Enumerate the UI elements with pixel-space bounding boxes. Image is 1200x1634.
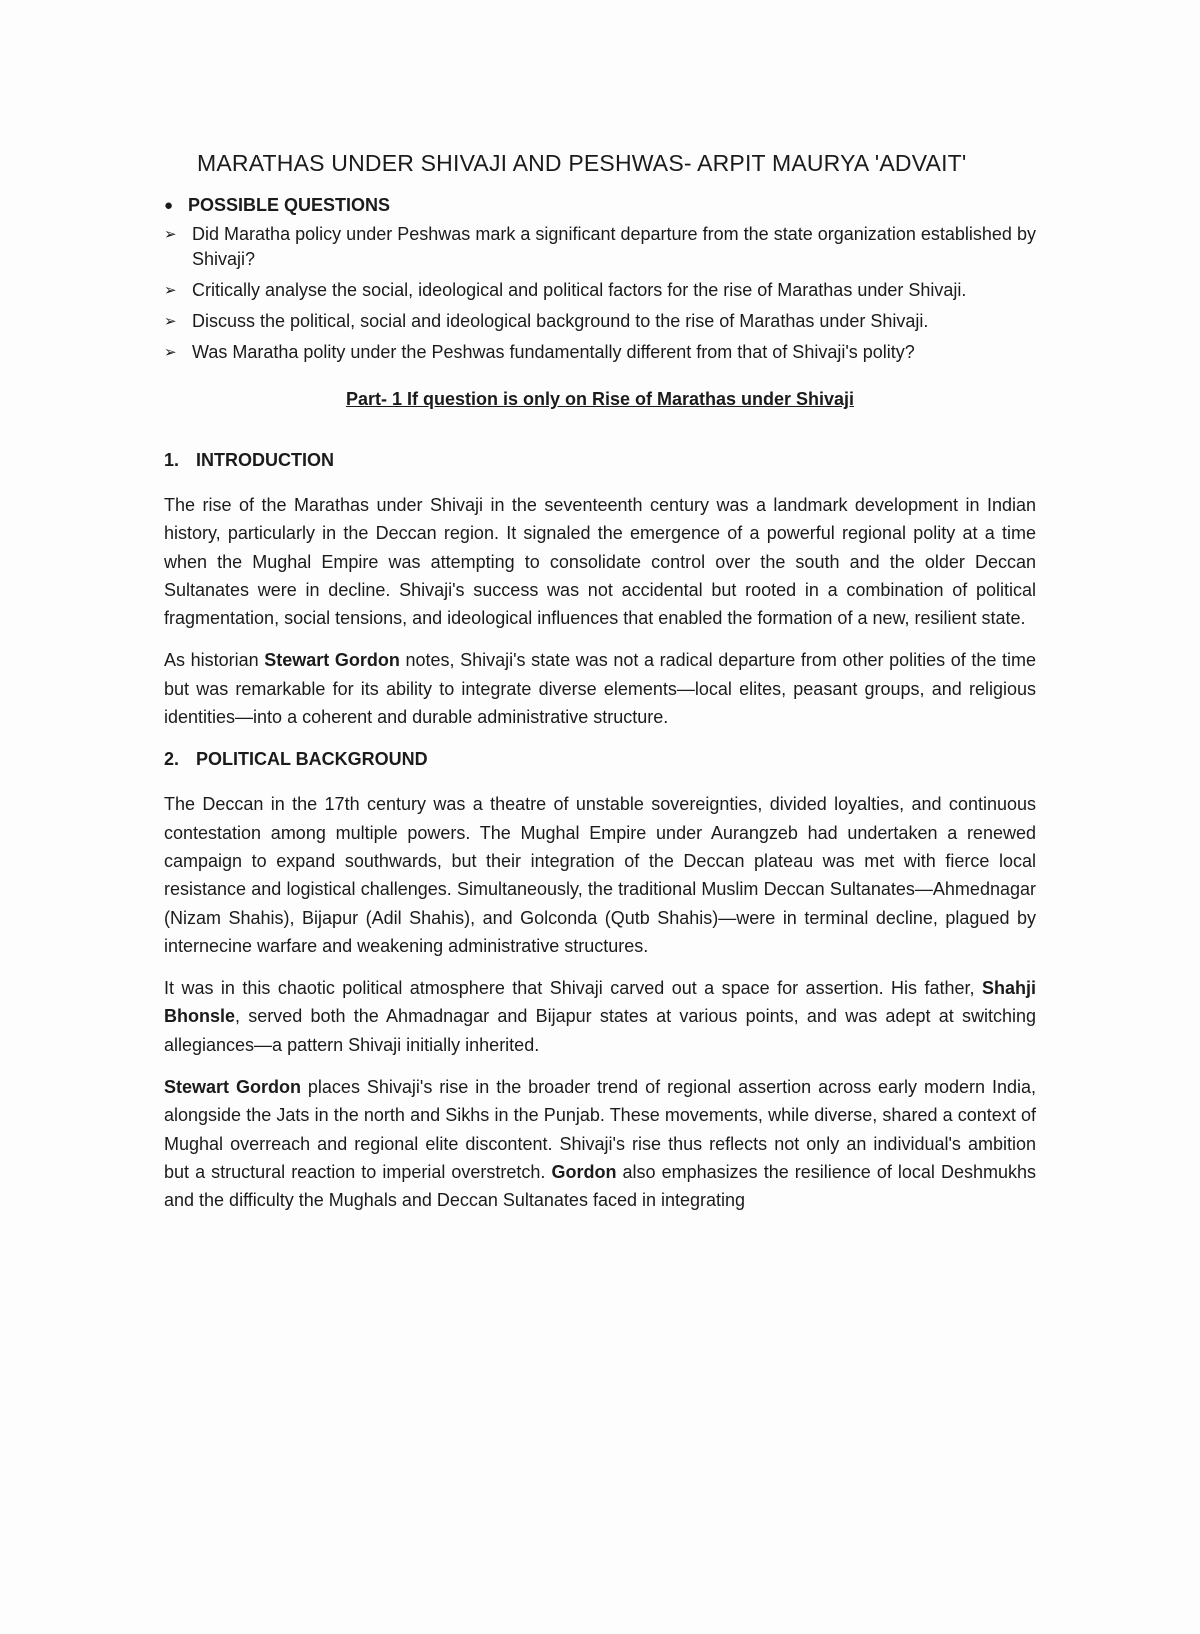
question-text: Discuss the political, social and ideological background to the rise of Marathas under Shivaji. (192, 311, 929, 331)
paragraph-text: As historian (164, 650, 265, 671)
paragraph-text: notes, Shivaji's state was not a radical departure from other polities of the time but was remarkable for its ability to integrate diverse elements—local elites, peasant groups, and religious identities—into a coherent and durable administrative structure. (164, 650, 1036, 728)
arrow-bullet-icon: ➢ (164, 282, 177, 299)
part-heading: Part- 1 If question is only on Rise of Marathas under Shivaji (345, 389, 855, 409)
question-list (164, 222, 1036, 365)
page-content (164, 150, 1036, 1229)
document-title: MARATHAS UNDER SHIVAJI AND PESHWAS- ARPIT MAURYA 'ADVAIT' (197, 150, 967, 176)
paragraph-text: , served both the Ahmadnagar and Bijapur states at various points, and was adept at switching allegiances—a pattern Shivaji initially inherited. (164, 1006, 1036, 1055)
paragraph-text: The Deccan in the 17th century was a theatre of unstable sovereignties, divided loyalties, and continuous contestation among multiple powers. The Mughal Empire under Aurangzeb had undertaken a renewed campaign to expand southwards, but their integration of the Deccan plateau was met with fierce local resistance and logistical challenges. Simultaneously, the traditional Muslim Deccan Sultanates—Ahmednagar (Nizam Shahis), Bijapur (Adil Shahis), and Golconda (Qutb Shahis)—were in terminal decline, plagued by internecine warfare and weakening administrative structures. (164, 794, 1036, 956)
arrow-bullet-icon: ➢ (164, 313, 177, 330)
paragraph-text: also emphasizes the resilience of local Deshmukhs and the difficulty the Mughals and Deccan Sultanates faced in integrating (164, 1161, 1036, 1211)
paragraph-text: It was in this chaotic political atmosphere that Shivaji carved out a space for assertion. His father, (164, 978, 982, 999)
bold-name: Stewart Gordon (164, 1077, 301, 1098)
paragraph (164, 646, 1036, 731)
question-text: Critically analyse the social, ideological and political factors for the rise of Marathas under Shivaji. (192, 280, 967, 300)
section-heading-introduction (164, 450, 1036, 471)
paragraph-text: The rise of the Marathas under Shivaji in the seventeenth century was a landmark development in Indian history, particularly in the Deccan region. It signaled the emergence of a powerful regional polity at a time when the Mughal Empire was attempting to consolidate control over the south and the older Deccan Sultanates were in decline. Shivaji's success was not accidental but rooted in a combination of political fragmentation, social tensions, and ideological influences that enabled the formation of a new, resilient state. (164, 495, 1036, 629)
bold-name: Stewart Gordon (264, 650, 400, 671)
bold-name: Gordon (551, 1161, 617, 1182)
paragraph (164, 1073, 1036, 1214)
bold-name: Shahji Bhonsle (164, 978, 1036, 1027)
question-item (164, 309, 1036, 334)
question-text: Was Maratha polity under the Peshwas fundamentally different from that of Shivaji's polity? (192, 342, 915, 362)
question-item (164, 222, 1036, 272)
section-number: 1. (164, 450, 180, 470)
arrow-bullet-icon: ➢ (164, 226, 177, 243)
possible-questions-label: POSSIBLE QUESTIONS (188, 195, 391, 215)
possible-questions-heading (164, 195, 1036, 216)
question-item (164, 340, 1036, 365)
bullet-icon: ● (164, 197, 174, 214)
paragraph (164, 790, 1036, 960)
section-heading-political-background (164, 749, 1036, 770)
paragraph-text: places Shivaji's rise in the broader trend of regional assertion across early modern India, alongside the Jats in the north and Sikhs in the Punjab. These movements, while diverse, shared a context of Mughal overreach and regional elite discontent. Shivaji's rise thus reflects not only an individual's ambition but a structural reaction to imperial overstretch. (164, 1077, 1036, 1182)
arrow-bullet-icon: ➢ (164, 344, 177, 361)
section-number: 2. (164, 749, 180, 770)
section-title: POLITICAL BACKGROUND (196, 749, 428, 770)
question-text: Did Maratha policy under Peshwas mark a significant departure from the state organization established by Shivaji? (192, 224, 1036, 269)
question-item (164, 278, 1036, 303)
paragraph (164, 974, 1036, 1059)
section-title: INTRODUCTION (196, 450, 334, 470)
paragraph (164, 491, 1036, 632)
